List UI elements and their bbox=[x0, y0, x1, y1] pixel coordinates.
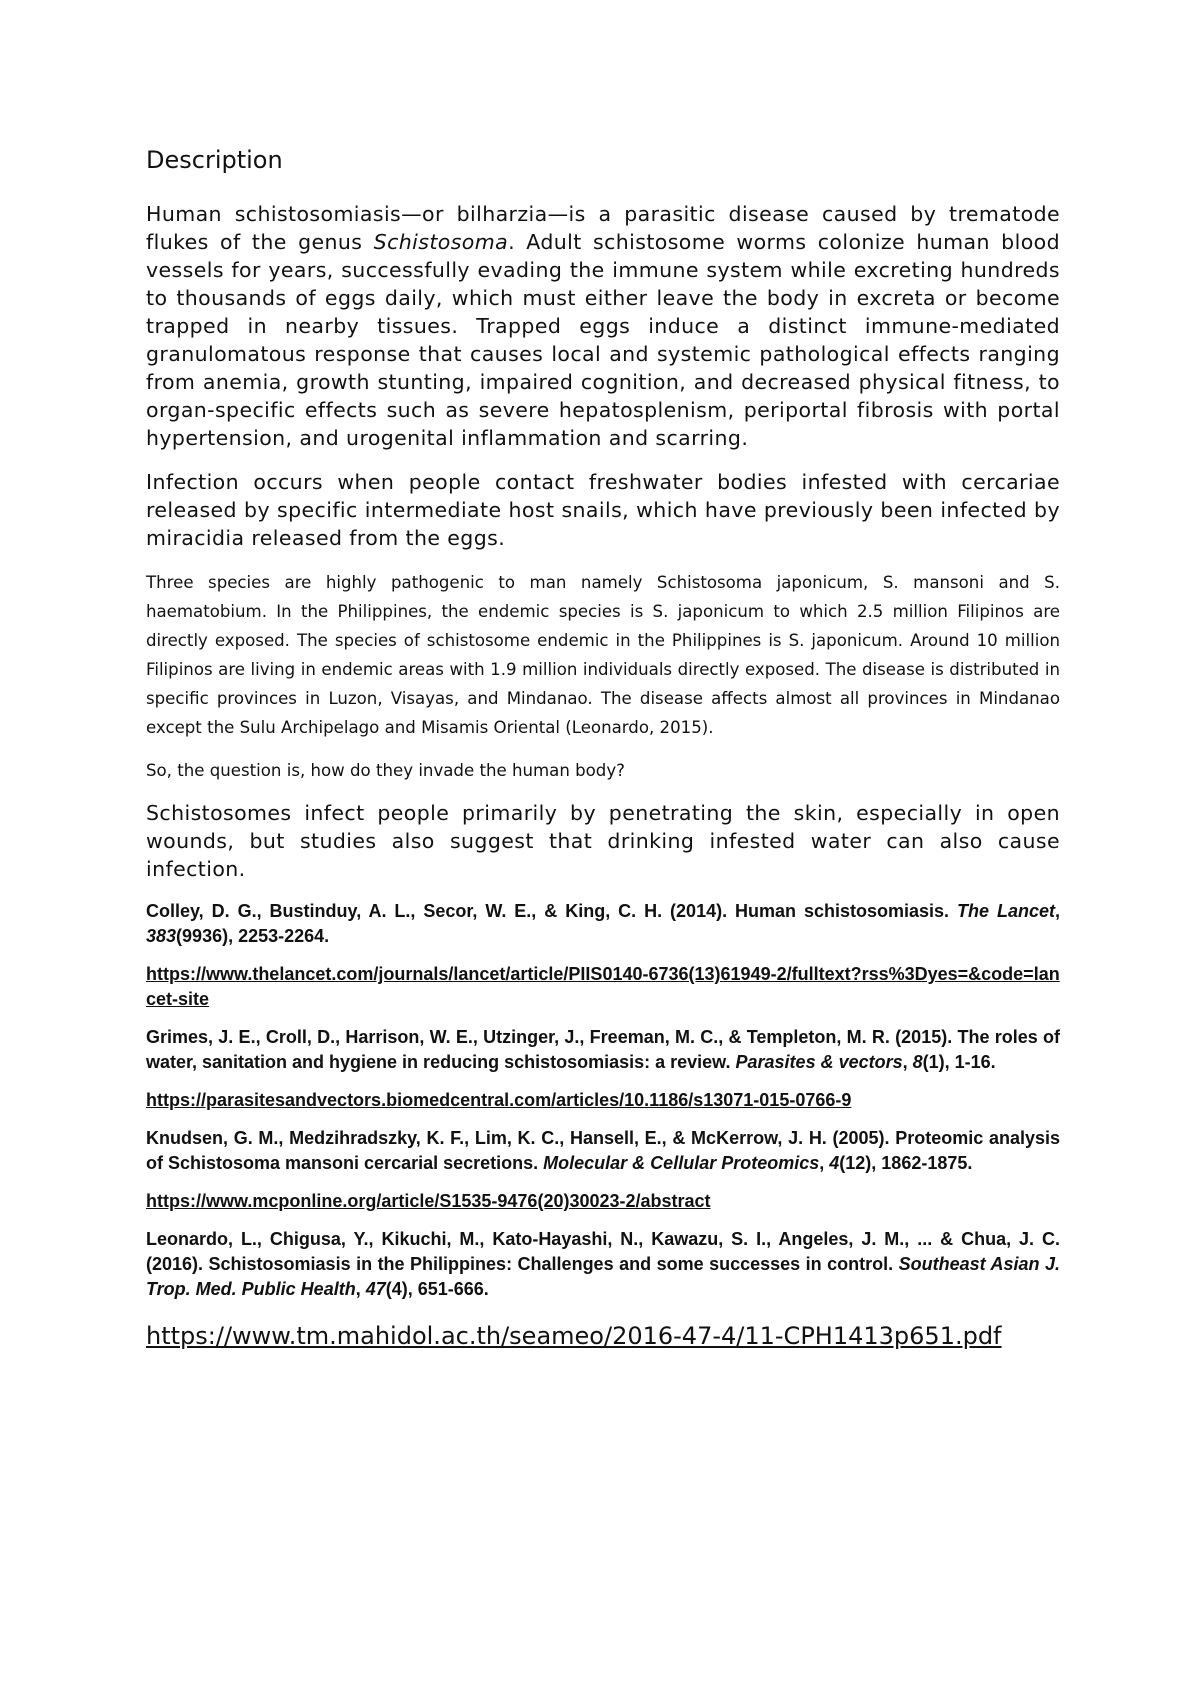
reference-text: Grimes, J. E., Croll, D., Harrison, W. E., Utzinger, J., Freeman, M. C., & Templeton, M. R. (2015). The roles of water, sanitation and hygiene in reducing schistosomiasis: a review. bbox=[146, 1027, 1060, 1072]
document-page bbox=[146, 146, 1060, 1350]
reference-separator: , bbox=[902, 1052, 913, 1072]
paragraph-intro-text-b: . Adult schistosome worms colonize human blood vessels for years, successfully evading the immune system while excreting hundreds to thousands of eggs daily, which must either leave the body in excreta or become trapped in nearby tissues. Trapped eggs induce a distinct immune-mediated granulomatous response that causes local and systemic pathological effects ranging from anemia, growth stunting, impaired cognition, and decreased physical fitness, to organ-specific effects such as severe hepatosplenism, periportal fibrosis with portal hypertension, and urogenital inflammation and scarring. bbox=[146, 230, 1060, 450]
final-pdf-link[interactable]: https://www.tm.mahidol.ac.th/seameo/2016-47-4/11-CPH1413p651.pdf bbox=[146, 1322, 1002, 1350]
reference-separator: , bbox=[819, 1153, 830, 1173]
reference-item bbox=[146, 1126, 1060, 1176]
reference-journal: Molecular & Cellular Proteomics bbox=[543, 1153, 820, 1173]
paragraph-intro-text-a: Human schistosomiasis—or bilharzia—is a parasitic disease caused by trematode flukes of the genus bbox=[146, 202, 1060, 254]
reference-item bbox=[146, 899, 1060, 949]
reference-item bbox=[146, 1227, 1060, 1302]
reference-link[interactable] bbox=[146, 1088, 1060, 1113]
reference-pages: (4), 651-666. bbox=[385, 1279, 489, 1299]
reference-url[interactable]: https://parasitesandvectors.biomedcentral.com/articles/10.1186/s13071-015-0766-9 bbox=[146, 1090, 852, 1110]
paragraph-species: Three species are highly pathogenic to man namely Schistosoma japonicum, S. mansoni and S. haematobium. In the Philippines, the endemic species is S. japonicum to which 2.5 million Filipinos are directly exposed. The species of schistosome endemic in the Philippines is S. japonicum. Around 10 million Filipinos are living in endemic areas with 1.9 million individuals directly exposed. The disease is distributed in specific provinces in Luzon, Visayas, and Mindanao. The disease affects almost all provinces in Mindanao except the Sulu Archipelago and Misamis Oriental (Leonardo, 2015). bbox=[146, 573, 1060, 737]
reference-url[interactable]: https://www.thelancet.com/journals/lancet/article/PIIS0140-6736(13)61949-2/fulltext?rss%3Dyes=&code=lancet-site bbox=[146, 964, 1060, 1009]
reference-item bbox=[146, 1025, 1060, 1075]
reference-volume: 4 bbox=[829, 1153, 840, 1173]
reference-link[interactable] bbox=[146, 962, 1060, 1012]
reference-text: Knudsen, G. M., Medzihradszky, K. F., Lim, K. C., Hansell, E., & McKerrow, J. H. (2005). Proteomic analysis of Schistosoma mansoni cercarial secretions. bbox=[146, 1128, 1060, 1173]
reference-url[interactable]: https://www.mcponline.org/article/S1535-9476(20)30023-2/abstract bbox=[146, 1191, 711, 1211]
reference-pages: (12), 1862-1875. bbox=[839, 1153, 973, 1173]
reference-pages: (1), 1-16. bbox=[922, 1052, 996, 1072]
reference-journal: Southeast Asian J. Trop. Med. Public Health bbox=[146, 1254, 1060, 1299]
reference-volume: 383 bbox=[146, 926, 177, 946]
reference-journal: The Lancet bbox=[957, 901, 1055, 921]
reference-text: Colley, D. G., Bustinduy, A. L., Secor, W. E., & King, C. H. (2014). Human schistosomiasis. bbox=[146, 901, 957, 921]
paragraph-answer: Schistosomes infect people primarily by penetrating the skin, especially in open wounds, but studies also suggest that drinking infested water can also cause infection. bbox=[146, 801, 1060, 881]
question-text: So, the question is, how do they invade the human body? bbox=[146, 761, 625, 780]
reference-text: Leonardo, L., Chigusa, Y., Kikuchi, M., Kato-Hayashi, N., Kawazu, S. I., Angeles, J. M., ... & Chua, J. C. (2016). Schistosomiasis in the Philippines: Challenges and some successes in control. bbox=[146, 1229, 1060, 1274]
reference-pages: (9936), 2253-2264. bbox=[176, 926, 330, 946]
paragraph-intro bbox=[146, 200, 1060, 452]
paragraph-infection: Infection occurs when people contact freshwater bodies infested with cercariae released by specific intermediate host snails, which have previously been infected by miracidia released from the eggs. bbox=[146, 470, 1060, 550]
reference-journal: Parasites & vectors bbox=[735, 1052, 903, 1072]
reference-volume: 47 bbox=[365, 1279, 386, 1299]
reference-separator: , bbox=[355, 1279, 366, 1299]
reference-volume: 8 bbox=[912, 1052, 923, 1072]
reference-separator: , bbox=[1054, 901, 1060, 921]
genus-name: Schistosoma bbox=[373, 230, 509, 254]
page-title: Description bbox=[146, 146, 283, 174]
reference-link[interactable] bbox=[146, 1189, 1060, 1214]
